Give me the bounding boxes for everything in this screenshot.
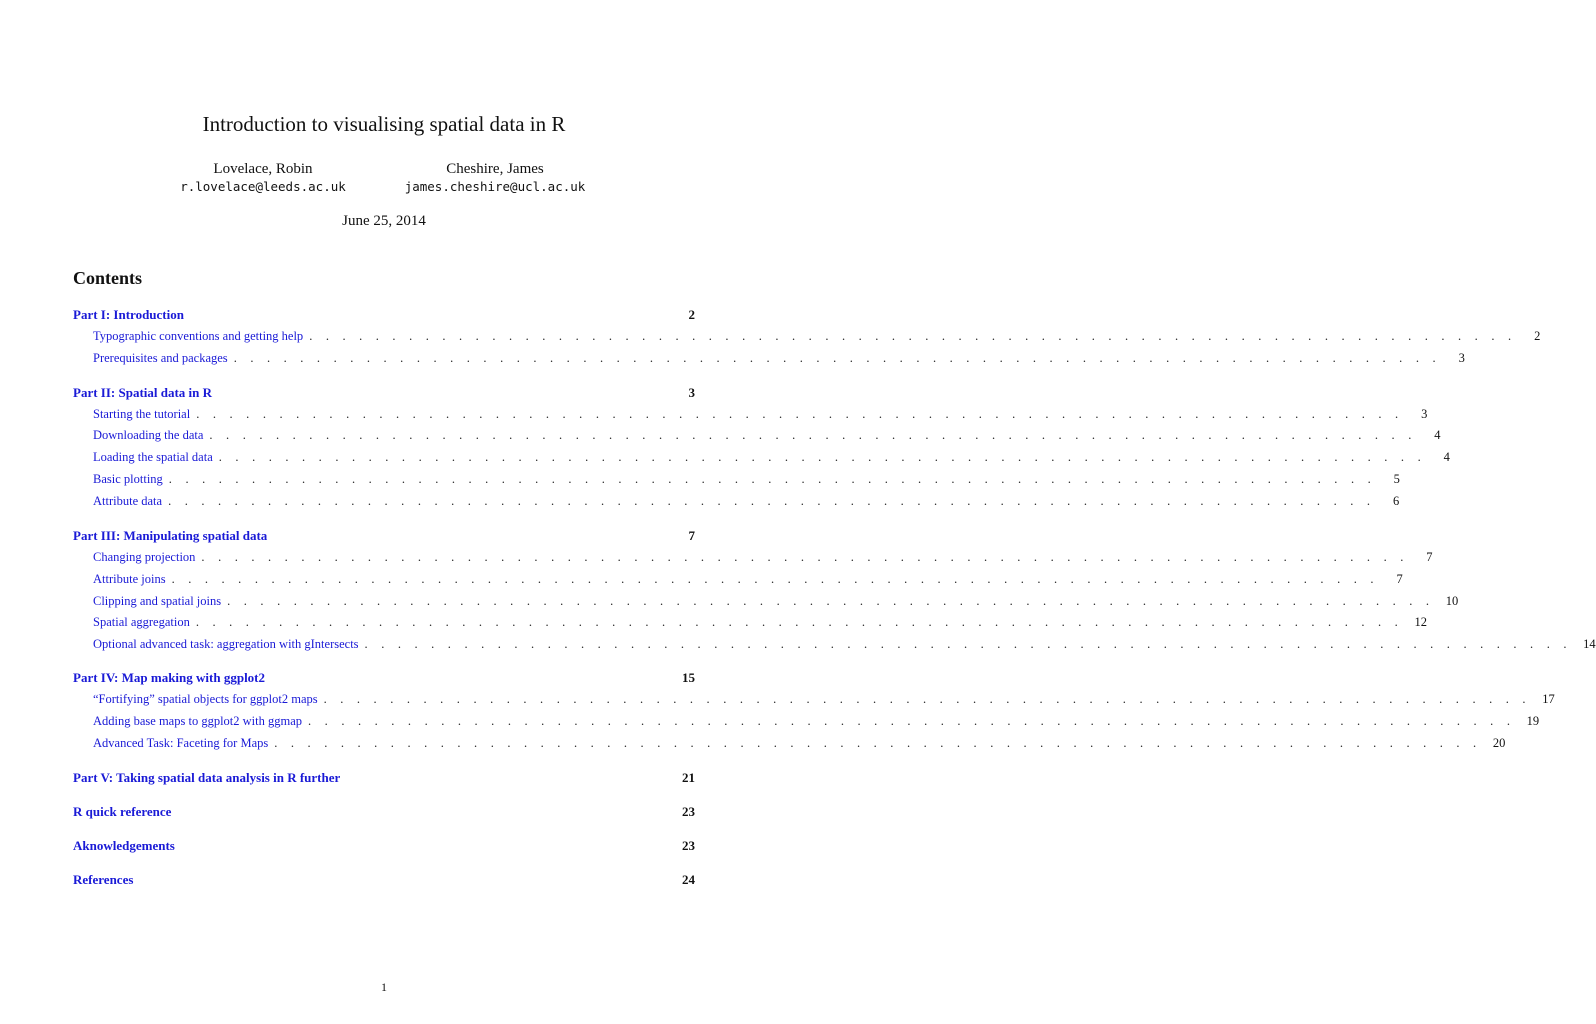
toc-part[interactable] [73, 804, 695, 822]
toc-part[interactable] [73, 838, 695, 856]
toc-item[interactable] [73, 450, 1450, 468]
toc-part-link[interactable]: References [73, 872, 134, 887]
toc-page-number: 2 [688, 307, 695, 322]
toc-page-number: 21 [682, 770, 695, 785]
toc-part-link[interactable]: Part V: Taking spatial data analysis in R further [73, 770, 341, 785]
toc-page-number: 15 [682, 670, 695, 685]
toc-item-link[interactable]: Advanced Task: Faceting for Maps [93, 736, 269, 750]
toc-leader: . . . . . . . . . . . . . . . . . . . . . . . . . . . . . . . . . . . . . . . . . . . . . . . . . . . . . . . . . . . . . . . . . . . . . . . . . [195, 615, 1403, 629]
toc-item-link[interactable]: Adding base maps to ggplot2 with ggmap [93, 714, 303, 728]
toc-page-number: 4 [1443, 450, 1450, 464]
toc-item-link[interactable]: Basic plotting [93, 472, 163, 486]
toc-item[interactable] [73, 692, 1555, 710]
toc-item[interactable] [73, 572, 1403, 590]
document-title: Introduction to visualising spatial data in R [202, 112, 566, 136]
toc-item-link[interactable]: Downloading the data [93, 428, 204, 442]
toc-leader: . . . . . . . . . . . . . . . . . . . . . . . . . . . . . . . . . . . . . . . . . . . . . . . . . . . . . . . . . . . . . . . . . . . . . . . . . [274, 736, 1482, 750]
toc-item-link[interactable]: Prerequisites and packages [93, 351, 228, 365]
page-number: 1 [381, 980, 387, 994]
toc-item-link[interactable]: Changing projection [93, 550, 196, 564]
toc-item-link[interactable]: “Fortifying” spatial objects for ggplot2 maps [93, 692, 318, 706]
author-email: james.cheshire@ucl.ac.uk [404, 179, 586, 194]
document-date: June 25, 2014 [342, 213, 426, 229]
toc-part-link[interactable]: Part I: Introduction [73, 307, 184, 322]
toc-item[interactable] [73, 407, 1428, 425]
toc-page-number: 2 [1534, 329, 1541, 343]
toc-part[interactable] [73, 528, 695, 546]
toc-page-number: 23 [682, 838, 695, 853]
toc-part-link[interactable]: Part III: Manipulating spatial data [73, 528, 268, 543]
toc-part[interactable] [73, 670, 695, 688]
toc-leader: . . . . . . . . . . . . . . . . . . . . . . . . . . . . . . . . . . . . . . . . . . . . . . . . . . . . . . . . . . . . . . . . . . . . . . . . . [323, 692, 1531, 706]
toc-page-number: 7 [1426, 550, 1433, 564]
toc-item-link[interactable]: Spatial aggregation [93, 615, 190, 629]
toc-leader: . . . . . . . . . . . . . . . . . . . . . . . . . . . . . . . . . . . . . . . . . . . . . . . . . . . . . . . . . . . . . . . . . . . . . . . . . [227, 594, 1435, 608]
toc-page-number: 23 [682, 804, 695, 819]
toc-page-number: 3 [1458, 351, 1465, 365]
toc-leader: . . . . . . . . . . . . . . . . . . . . . . . . . . . . . . . . . . . . . . . . . . . . . . . . . . . . . . . . . . . . . . . . . . . . . . . . . [233, 351, 1441, 365]
toc-leader: . . . . . . . . . . . . . . . . . . . . . . . . . . . . . . . . . . . . . . . . . . . . . . . . . . . . . . . . . . . . . . . . . . . . . . . . . [364, 637, 1572, 651]
toc-page-number: 5 [1393, 472, 1400, 486]
author-name: Lovelace, Robin [213, 161, 313, 177]
toc-item[interactable] [73, 550, 1433, 568]
toc-item-link[interactable]: Attribute data [93, 494, 163, 508]
toc-item-link[interactable]: Typographic conventions and getting help [93, 329, 304, 343]
toc-leader: . . . . . . . . . . . . . . . . . . . . . . . . . . . . . . . . . . . . . . . . . . . . . . . . . . . . . . . . . . . . . . . . . . . . . . . . . [309, 329, 1517, 343]
toc-item[interactable] [73, 615, 1427, 633]
toc-part[interactable] [73, 307, 695, 325]
toc-part-link[interactable]: R quick reference [73, 804, 172, 819]
toc-item[interactable] [73, 637, 1596, 655]
toc-leader: . . . . . . . . . . . . . . . . . . . . . . . . . . . . . . . . . . . . . . . . . . . . . . . . . . . . . . . . . . . . . . . . . . . . . . . . . [171, 572, 1379, 586]
toc-page-number: 7 [688, 528, 695, 543]
toc-item-link[interactable]: Loading the spatial data [93, 450, 213, 464]
toc-item[interactable] [73, 329, 1541, 347]
toc-leader: . . . . . . . . . . . . . . . . . . . . . . . . . . . . . . . . . . . . . . . . . . . . . . . . . . . . . . . . . . . . . . . . . . . . . . . . . [168, 494, 1376, 508]
author-1 [168, 160, 358, 195]
toc-page-number: 3 [1421, 407, 1428, 421]
toc-item-link[interactable]: Optional advanced task: aggregation with gIntersects [93, 637, 359, 651]
toc-item-link[interactable]: Clipping and spatial joins [93, 594, 222, 608]
toc-page-number: 24 [682, 872, 695, 887]
toc-leader: . . . . . . . . . . . . . . . . . . . . . . . . . . . . . . . . . . . . . . . . . . . . . . . . . . . . . . . . . . . . . . . . . . . . . . . . . [168, 472, 1376, 486]
toc-part[interactable] [73, 770, 695, 788]
contents-heading: Contents [73, 268, 143, 288]
toc-item-link[interactable]: Starting the tutorial [93, 407, 191, 421]
author-name: Cheshire, James [446, 161, 544, 177]
toc-page-number: 14 [1583, 637, 1596, 651]
toc-leader: . . . . . . . . . . . . . . . . . . . . . . . . . . . . . . . . . . . . . . . . . . . . . . . . . . . . . . . . . . . . . . . . . . . . . . . . . [308, 714, 1516, 728]
toc-item[interactable] [73, 428, 1441, 446]
toc-page-number: 6 [1392, 494, 1400, 508]
toc-item[interactable] [73, 714, 1540, 732]
author-2 [392, 160, 598, 195]
toc-page-number: 12 [1414, 615, 1427, 629]
toc-page-number: 7 [1396, 572, 1403, 586]
toc-item[interactable] [73, 351, 1465, 369]
toc-leader: . . . . . . . . . . . . . . . . . . . . . . . . . . . . . . . . . . . . . . . . . . . . . . . . . . . . . . . . . . . . . . . . . . . . . . . . . [201, 550, 1409, 564]
toc-page-number: 20 [1492, 736, 1506, 750]
author-email: r.lovelace@leeds.ac.uk [180, 179, 346, 194]
toc-page-number: 4 [1434, 428, 1441, 442]
toc-item[interactable] [73, 594, 1459, 612]
toc-part-link[interactable]: Aknowledgements [73, 838, 175, 853]
toc-page-number: 17 [1542, 692, 1555, 706]
toc-page-number: 3 [688, 385, 695, 400]
toc-item[interactable] [73, 472, 1400, 490]
toc-part-link[interactable]: Part IV: Map making with ggplot2 [73, 670, 266, 685]
toc-part[interactable] [73, 385, 695, 403]
toc-part-link[interactable]: Part II: Spatial data in R [73, 385, 213, 400]
toc-item[interactable] [73, 494, 1400, 512]
toc-page-number: 19 [1526, 714, 1540, 728]
toc-leader: . . . . . . . . . . . . . . . . . . . . . . . . . . . . . . . . . . . . . . . . . . . . . . . . . . . . . . . . . . . . . . . . . . . . . . . . . [196, 407, 1404, 421]
toc-page-number: 10 [1445, 594, 1459, 608]
toc-leader: . . . . . . . . . . . . . . . . . . . . . . . . . . . . . . . . . . . . . . . . . . . . . . . . . . . . . . . . . . . . . . . . . . . . . . . . . [218, 450, 1426, 464]
toc-part[interactable] [73, 872, 695, 890]
toc-item-link[interactable]: Attribute joins [93, 572, 166, 586]
toc-item[interactable] [73, 736, 1506, 754]
toc-leader: . . . . . . . . . . . . . . . . . . . . . . . . . . . . . . . . . . . . . . . . . . . . . . . . . . . . . . . . . . . . . . . . . . . . . . . . . [209, 428, 1417, 442]
